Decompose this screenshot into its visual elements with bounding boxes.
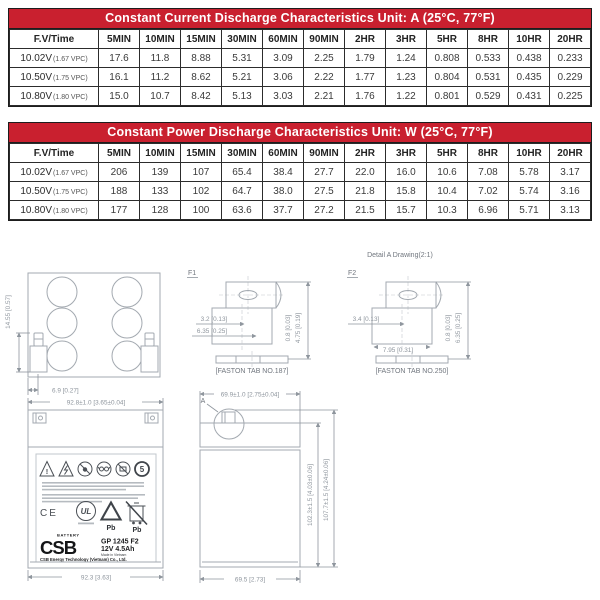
value-cell: 0.431 — [509, 87, 550, 106]
side-terminal — [222, 412, 235, 423]
value-cell: 16.1 — [99, 68, 140, 87]
vpc-note: (1.75 VPC) — [53, 74, 88, 82]
value-cell: 10.6 — [427, 163, 468, 182]
corner-header: F.V/Time — [10, 144, 99, 163]
time-column-header: 5MIN — [99, 144, 140, 163]
time-column-header: 90MIN — [304, 144, 345, 163]
value-cell: 1.77 — [345, 68, 386, 87]
final-voltage: 10.80V — [20, 90, 53, 102]
value-cell: 5.74 — [509, 182, 550, 201]
time-column-header: 3HR — [386, 144, 427, 163]
value-cell: 5.21 — [222, 68, 263, 87]
model-number: GP 1245 F2 — [101, 538, 139, 546]
final-voltage: 10.02V — [20, 166, 53, 178]
time-column-header: 10HR — [509, 30, 550, 49]
value-cell: 188 — [99, 182, 140, 201]
time-column-header: 8HR — [468, 30, 509, 49]
value-cell: 38.0 — [263, 182, 304, 201]
value-cell: 0.435 — [509, 68, 550, 87]
value-cell: 3.09 — [263, 49, 304, 68]
value-cell: 27.2 — [304, 201, 345, 220]
dimension-label: 4.75 [0.19] — [295, 312, 302, 344]
data-table — [9, 143, 591, 220]
vpc-note: (1.67 VPC) — [53, 169, 88, 177]
final-voltage: 10.50V — [20, 71, 53, 83]
value-cell: 1.79 — [345, 49, 386, 68]
detail-a-circle — [214, 409, 244, 439]
dimension-label: 6.9 [0.27] — [52, 387, 79, 395]
corner-header: F.V/Time — [10, 30, 99, 49]
value-cell: 0.233 — [550, 49, 591, 68]
row-header — [10, 87, 99, 106]
battery-front-view-drawing — [28, 398, 163, 582]
dimension-label: 7.95 [0.31] — [382, 347, 414, 354]
f2-caption: [FASTON TAB NO.250] — [375, 368, 449, 375]
time-column-header: 5HR — [427, 144, 468, 163]
value-cell: 0.801 — [427, 87, 468, 106]
value-cell: 3.16 — [550, 182, 591, 201]
dimension-label: 69.5 [2.73] — [234, 576, 266, 584]
time-column-header: 15MIN — [181, 30, 222, 49]
value-cell: 0.804 — [427, 68, 468, 87]
time-column-header: 5HR — [427, 30, 468, 49]
battery-body — [200, 450, 300, 567]
dimension-label: 69.9±1.0 [2.75±0.04] — [220, 391, 280, 399]
power-discharge-table-grid — [9, 143, 591, 220]
five-label: 5 — [139, 465, 145, 474]
value-cell: 21.8 — [345, 182, 386, 201]
value-cell: 8.62 — [181, 68, 222, 87]
right-terminal — [141, 333, 158, 372]
value-cell: 10.4 — [427, 182, 468, 201]
data-table — [9, 29, 591, 106]
dimension-label: 0.8 [0.03] — [445, 314, 452, 342]
value-cell: 1.24 — [386, 49, 427, 68]
value-cell: 8.88 — [181, 49, 222, 68]
value-cell: 0.533 — [468, 49, 509, 68]
table-row — [10, 49, 591, 68]
value-cell: 0.531 — [468, 68, 509, 87]
dimension-label: 3.2 [0.13] — [200, 316, 228, 323]
value-cell: 22.0 — [345, 163, 386, 182]
value-cell: 65.4 — [222, 163, 263, 182]
company-name: CSB Energy Technology (Vietnam) Co., Ltd. — [40, 556, 127, 562]
value-cell: 15.7 — [386, 201, 427, 220]
table-row — [10, 87, 591, 106]
time-column-header: 3HR — [386, 30, 427, 49]
value-cell: 3.17 — [550, 163, 591, 182]
value-cell: 1.76 — [345, 87, 386, 106]
value-cell: 102 — [181, 182, 222, 201]
row-header — [10, 49, 99, 68]
value-cell: 206 — [99, 163, 140, 182]
detail-a-leader — [207, 404, 218, 412]
value-cell: 16.0 — [386, 163, 427, 182]
vpc-note: (1.67 VPC) — [53, 55, 88, 63]
time-column-header: 10HR — [509, 144, 550, 163]
detail-a-title: Detail A Drawing(2:1) — [367, 252, 433, 259]
front-right-terminal — [145, 413, 158, 423]
vpc-note: (1.80 VPC) — [53, 207, 88, 215]
ce-mark: CE — [40, 508, 58, 519]
value-cell: 37.7 — [263, 201, 304, 220]
value-cell: 17.6 — [99, 49, 140, 68]
time-column-header: 8HR — [468, 144, 509, 163]
value-cell: 8.42 — [181, 87, 222, 106]
value-cell: 139 — [140, 163, 181, 182]
time-column-header: 30MIN — [222, 30, 263, 49]
time-column-header: 60MIN — [263, 144, 304, 163]
detail-a-marker: A — [200, 398, 206, 405]
f1-label: F1 — [188, 270, 197, 277]
battery-word: BATTERY — [57, 532, 80, 538]
time-column-header: 20HR — [550, 144, 591, 163]
time-column-header: 20HR — [550, 30, 591, 49]
final-voltage: 10.50V — [20, 185, 53, 197]
value-cell: 3.03 — [263, 87, 304, 106]
vpc-note: (1.80 VPC) — [53, 93, 88, 101]
value-cell: 0.229 — [550, 68, 591, 87]
value-cell: 63.6 — [222, 201, 263, 220]
value-cell: 21.5 — [345, 201, 386, 220]
f1-caption: [FASTON TAB NO.187] — [215, 368, 289, 375]
time-column-header: 5MIN — [99, 30, 140, 49]
dimension-drawings — [0, 240, 600, 600]
battery-top-view-drawing — [5, 273, 160, 395]
current-discharge-table — [8, 8, 592, 107]
dimension-label: 102.3±1.5 [4.03±0.06] — [307, 463, 314, 527]
ul-letters: UL — [80, 507, 92, 516]
value-cell: 64.7 — [222, 182, 263, 201]
current-discharge-table-grid — [9, 29, 591, 106]
value-cell: 10.3 — [427, 201, 468, 220]
table-row — [10, 68, 591, 87]
dimension-label: 92.8±1.0 [3.65±0.04] — [66, 399, 126, 407]
value-cell: 15.0 — [99, 87, 140, 106]
value-cell: 27.7 — [304, 163, 345, 182]
value-cell: 133 — [140, 182, 181, 201]
origin: Made in Vietnam — [101, 553, 127, 557]
value-cell: 1.23 — [386, 68, 427, 87]
value-cell: 0.438 — [509, 49, 550, 68]
table-row — [10, 201, 591, 220]
value-cell: 2.22 — [304, 68, 345, 87]
f2-label: F2 — [348, 270, 357, 277]
value-cell: 3.13 — [550, 201, 591, 220]
value-cell: 5.71 — [509, 201, 550, 220]
cell-openings — [47, 277, 142, 371]
table-title: Constant Power Discharge Characteristics Unit: W (25°C, 77°F) — [9, 123, 591, 143]
time-column-header: 90MIN — [304, 30, 345, 49]
terminal-height-dimension — [5, 295, 30, 372]
header-row — [10, 30, 591, 49]
front-left-terminal — [33, 413, 46, 423]
value-cell: 177 — [99, 201, 140, 220]
value-cell: 107 — [181, 163, 222, 182]
power-discharge-table — [8, 122, 592, 221]
value-cell: 1.22 — [386, 87, 427, 106]
value-cell: 2.21 — [304, 87, 345, 106]
value-cell: 5.78 — [509, 163, 550, 182]
pb-label: Pb — [106, 525, 116, 532]
dimension-label: 14.55 [0.57] — [5, 295, 12, 329]
rating: 12V 4.5Ah — [101, 546, 135, 553]
dimension-label: 0.8 [0.03] — [285, 314, 292, 342]
dimension-label: 3.4 [0.13] — [352, 316, 380, 323]
value-cell: 6.96 — [468, 201, 509, 220]
value-cell: 10.7 — [140, 87, 181, 106]
pb-label: Pb — [132, 527, 142, 534]
time-column-header: 2HR — [345, 144, 386, 163]
row-header — [10, 68, 99, 87]
value-cell: 7.08 — [468, 163, 509, 182]
dimension-label: 107.7±1.5 [4.24±0.06] — [323, 458, 330, 522]
terminal-f2-drawing — [347, 270, 471, 375]
table-row — [10, 163, 591, 182]
dimension-label: 6.35 [0.25] — [455, 312, 462, 344]
value-cell: 27.5 — [304, 182, 345, 201]
final-voltage: 10.02V — [20, 52, 53, 64]
time-column-header: 10MIN — [140, 144, 181, 163]
value-cell: 5.13 — [222, 87, 263, 106]
value-cell: 7.02 — [468, 182, 509, 201]
row-header — [10, 163, 99, 182]
time-column-header: 60MIN — [263, 30, 304, 49]
row-header — [10, 201, 99, 220]
final-voltage: 10.80V — [20, 204, 53, 216]
value-cell: 38.4 — [263, 163, 304, 182]
csb-logo: CSB — [40, 537, 77, 558]
value-cell: 15.8 — [386, 182, 427, 201]
row-header — [10, 182, 99, 201]
value-cell: 11.2 — [140, 68, 181, 87]
dimension-label: 6.35 [0.25] — [196, 328, 228, 335]
value-cell: 0.529 — [468, 87, 509, 106]
value-cell: 11.8 — [140, 49, 181, 68]
header-row — [10, 144, 591, 163]
time-column-header: 30MIN — [222, 144, 263, 163]
left-terminal — [30, 333, 47, 372]
battery-cover — [200, 423, 300, 447]
battery-side-view-drawing — [200, 391, 338, 584]
dimension-label: 92.3 [3.63] — [80, 574, 112, 582]
value-cell: 100 — [181, 201, 222, 220]
value-cell: 3.06 — [263, 68, 304, 87]
time-column-header: 15MIN — [181, 144, 222, 163]
value-cell: 5.31 — [222, 49, 263, 68]
vpc-note: (1.75 VPC) — [53, 188, 88, 196]
value-cell: 128 — [140, 201, 181, 220]
terminal-f1-drawing — [187, 270, 311, 375]
value-cell: 2.25 — [304, 49, 345, 68]
table-title: Constant Current Discharge Characteristics Unit: A (25°C, 77°F) — [9, 9, 591, 29]
table-row — [10, 182, 591, 201]
time-column-header: 10MIN — [140, 30, 181, 49]
value-cell: 0.225 — [550, 87, 591, 106]
svg-text:!: ! — [45, 467, 49, 476]
time-column-header: 2HR — [345, 30, 386, 49]
value-cell: 0.808 — [427, 49, 468, 68]
